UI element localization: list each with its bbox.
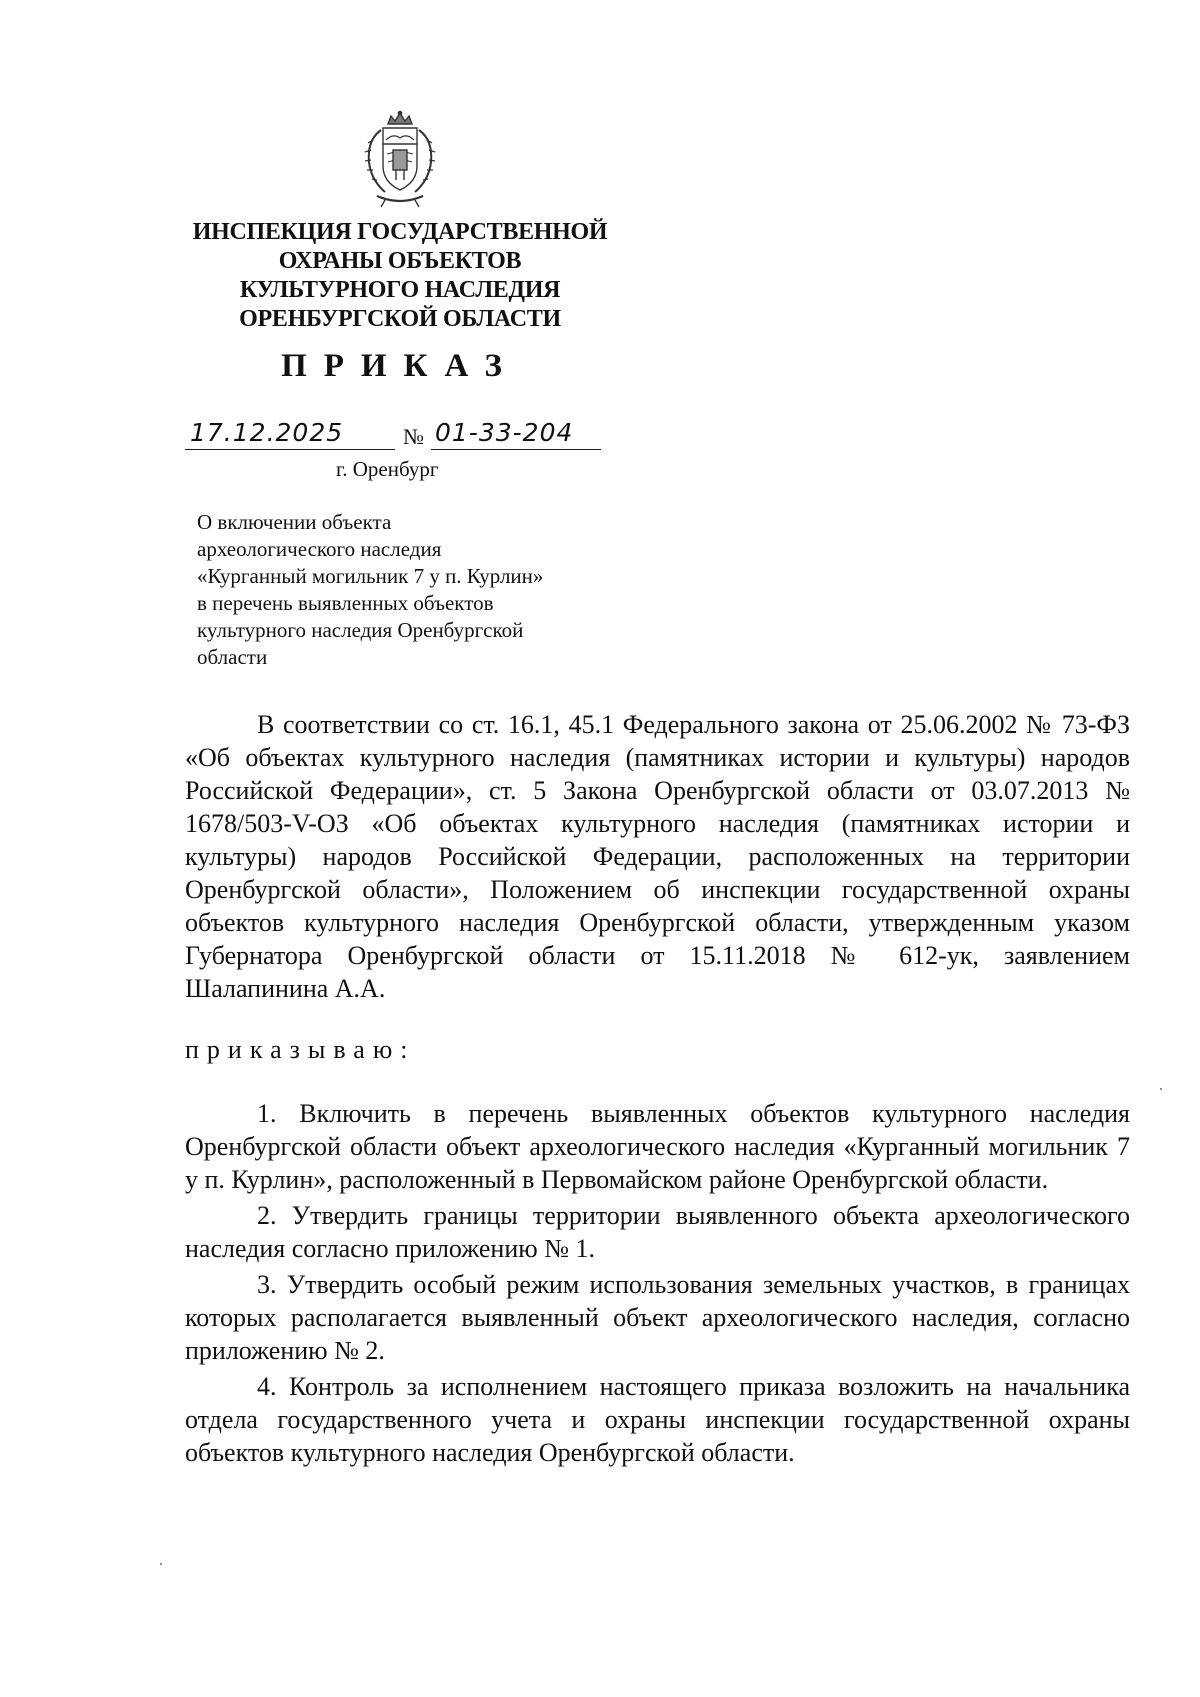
order-item: 4. Контроль за исполнением настоящего приказа возложить на начальника отдела государственного учета и охраны инспекции государственной охраны объектов культурного наследия Оренбургской области. bbox=[185, 1372, 1130, 1467]
order-date: 17.12.2025 bbox=[190, 418, 344, 447]
order-items bbox=[185, 1097, 1130, 1472]
organization-line: ИНСПЕКЦИЯ ГОСУДАРСТВЕННОЙ bbox=[192, 219, 608, 245]
preamble-paragraph: В соответствии со ст. 16.1, 45.1 Федерального закона от 25.06.2002 № 73-ФЗ «Об объектах культурного наследия (памятниках истории и культуры) народов Российской Федерации», ст. 5 Закона Оренбургской области от 03.07.2013 № 1678/503-V-ОЗ «Об объектах культурного наследия (памятниках истории и культуры) народов Российской Федерации, расположенных на территории Оренбургской области», Положением об инспекции государственной охраны объектов культурного наследия Оренбургской области, утвержденным указом Губернатора Оренбургской области от 15.11.2018 № 612-ук, заявлением Шалапинина А.А. bbox=[185, 710, 1130, 1003]
organization-name bbox=[180, 218, 620, 334]
organization-line: КУЛЬТУРНОГО НАСЛЕДИЯ bbox=[239, 277, 561, 303]
subject-line: «Курганный могильник 7 у п. Курлин» bbox=[197, 564, 544, 588]
subject-line: культурного наследия Оренбургской bbox=[197, 618, 524, 642]
order-item: 3. Утвердить особый режим использования земельных участков, в границах которых располагается выявленный объект археологического наследия, согласно приложению № 2. bbox=[185, 1270, 1130, 1365]
preamble-section bbox=[185, 708, 1130, 1005]
registration-line bbox=[185, 418, 605, 452]
order-number: 01-33-204 bbox=[435, 418, 574, 447]
organization-line: ОРЕНБУРГСКОЙ ОБЛАСТИ bbox=[239, 306, 561, 332]
subject-line: в перечень выявленных объектов bbox=[197, 591, 494, 615]
scan-speck bbox=[160, 1563, 162, 1565]
order-item: 1. Включить в перечень выявленных объектов культурного наследия Оренбургской области объект археологического наследия «Курганный могильник 7 у п. Курлин», расположенный в Первомайском районе Оренбургской области. bbox=[185, 1099, 1130, 1194]
order-subject bbox=[197, 509, 637, 671]
order-verb: приказываю: bbox=[185, 1035, 416, 1064]
organization-line: ОХРАНЫ ОБЪЕКТОВ bbox=[278, 248, 522, 274]
subject-line: области bbox=[197, 645, 268, 669]
document-type-title: ПРИКАЗ bbox=[281, 348, 519, 384]
order-item: 2. Утвердить границы территории выявленного объекта археологического наследия согласно приложению № 1. bbox=[185, 1201, 1130, 1263]
date-underline bbox=[185, 449, 395, 450]
city-name: г. Оренбург bbox=[336, 457, 439, 481]
subject-line: О включении объекта bbox=[197, 510, 392, 534]
subject-line: археологического наследия bbox=[197, 537, 442, 561]
number-underline bbox=[431, 449, 601, 450]
coat-of-arms-icon bbox=[355, 110, 445, 210]
scan-speck bbox=[1160, 1088, 1162, 1090]
number-sign: № bbox=[403, 424, 424, 449]
